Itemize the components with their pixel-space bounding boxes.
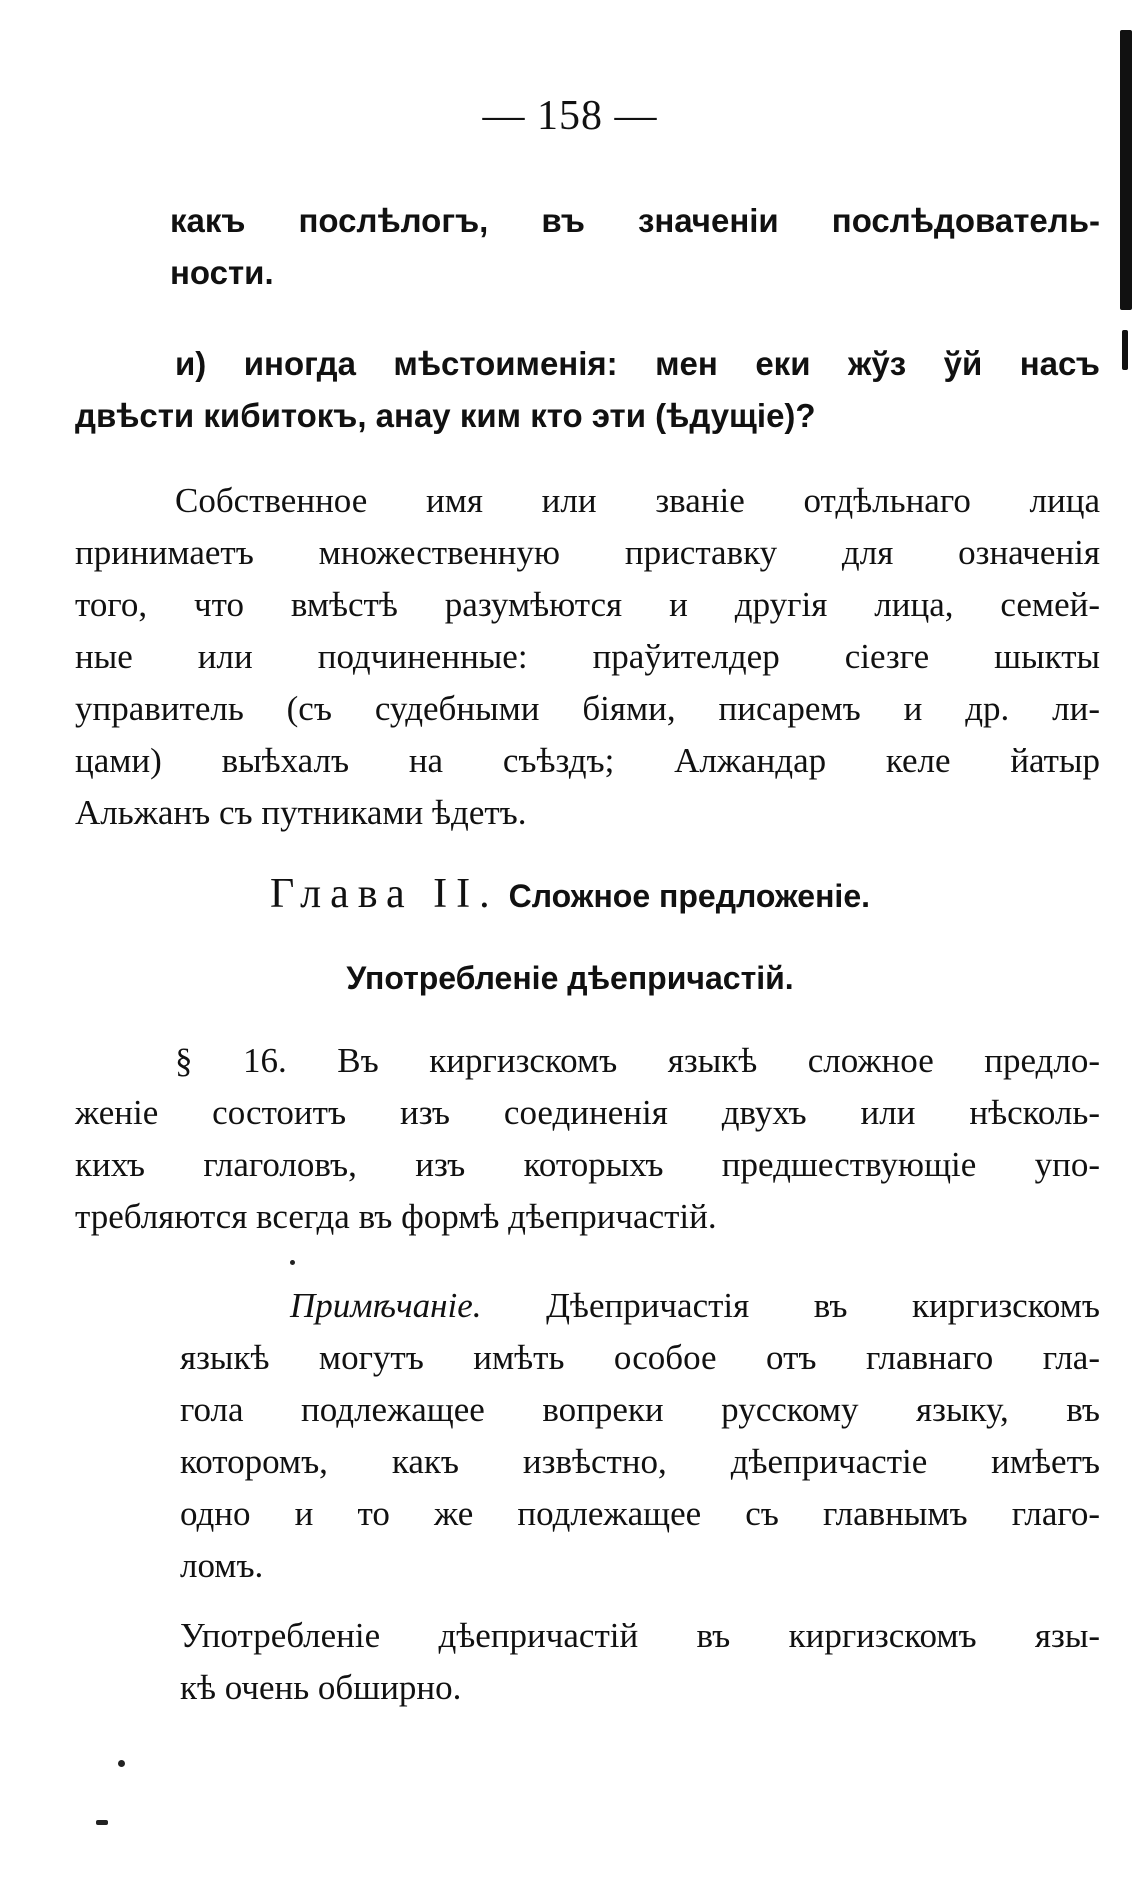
text-line: кѣ очень обширно. xyxy=(180,1668,462,1707)
note-first-line xyxy=(180,1280,1100,1332)
text-line: двѣсти кибитокъ, анау ким кто эти (ѣдущiе)? xyxy=(75,397,816,434)
note-label: Примѣчанiе. xyxy=(290,1286,482,1325)
text-line: какъ послѣлогъ, въ значенiи послѣдователь- xyxy=(170,202,1100,239)
text-line: принимаетъ множественную приставку для означенiя xyxy=(75,533,1100,572)
text-line: гола подлежащее вопреки русскому языку, въ xyxy=(180,1390,1100,1429)
text-line: и) иногда мѣстоименiя: мен еки жўз ўй насъ xyxy=(175,345,1100,382)
paragraph-pronouns xyxy=(75,338,1100,442)
text-line: одно и то же подлежащее съ главнымъ глаго- xyxy=(180,1494,1100,1533)
scan-edge-mark xyxy=(1120,30,1132,310)
text-line: Альжанъ съ путниками ѣдетъ. xyxy=(75,793,527,832)
chapter-heading xyxy=(0,870,1140,918)
paragraph-section-16 xyxy=(75,1035,1100,1243)
chapter-label: Глава II. xyxy=(270,871,499,917)
text-line: цами) выѣхалъ на съѣздъ; Алжандар келе йатыр xyxy=(75,741,1100,780)
text-line: кихъ глаголовъ, изъ которыхъ предшествующiе упо- xyxy=(75,1145,1100,1184)
text-line: § 16. Въ киргизскомъ языкѣ сложное предло- xyxy=(175,1041,1100,1080)
note-paragraph xyxy=(180,1280,1100,1592)
text-line: ности. xyxy=(170,254,274,291)
scan-speck xyxy=(118,1760,125,1767)
paragraph-usage xyxy=(180,1610,1100,1714)
paragraph-continuation xyxy=(170,195,1100,299)
text-line: языкѣ могутъ имѣть особое отъ главнаго гла- xyxy=(180,1338,1100,1377)
scan-speck xyxy=(96,1820,108,1825)
paragraph-proper-names xyxy=(75,475,1100,839)
text-line: того, что вмѣстѣ разумѣются и другiя лица, семей- xyxy=(75,585,1100,624)
text-line: Собственное имя или званiе отдѣльнаго лица xyxy=(175,481,1100,520)
text-line: управитель (съ судебными бiями, писаремъ и др. ли- xyxy=(75,689,1100,728)
scan-speck xyxy=(290,1260,295,1265)
text-line: женiе состоитъ изъ соединенiя двухъ или нѣсколь- xyxy=(75,1093,1100,1132)
text-line: требляются всегда въ формѣ дѣепричастiй. xyxy=(75,1197,717,1236)
scan-edge-mark-small xyxy=(1122,330,1128,370)
text-line: Дѣепричастiя въ киргизскомъ xyxy=(546,1286,1101,1325)
text-line: ломъ. xyxy=(180,1546,264,1585)
text-line: которомъ, какъ извѣстно, дѣепричастiе имѣетъ xyxy=(180,1442,1100,1481)
section-heading: Употребленiе дѣепричастiй. xyxy=(346,960,794,996)
chapter-title: Сложное предложенiе. xyxy=(508,878,870,914)
page-number: — 158 — xyxy=(482,93,658,139)
text-line: ные или подчиненные: праўителдер сiезге шыкты xyxy=(75,637,1100,676)
text-line: Употребленiе дѣепричастiй въ киргизскомъ язы- xyxy=(180,1616,1100,1655)
